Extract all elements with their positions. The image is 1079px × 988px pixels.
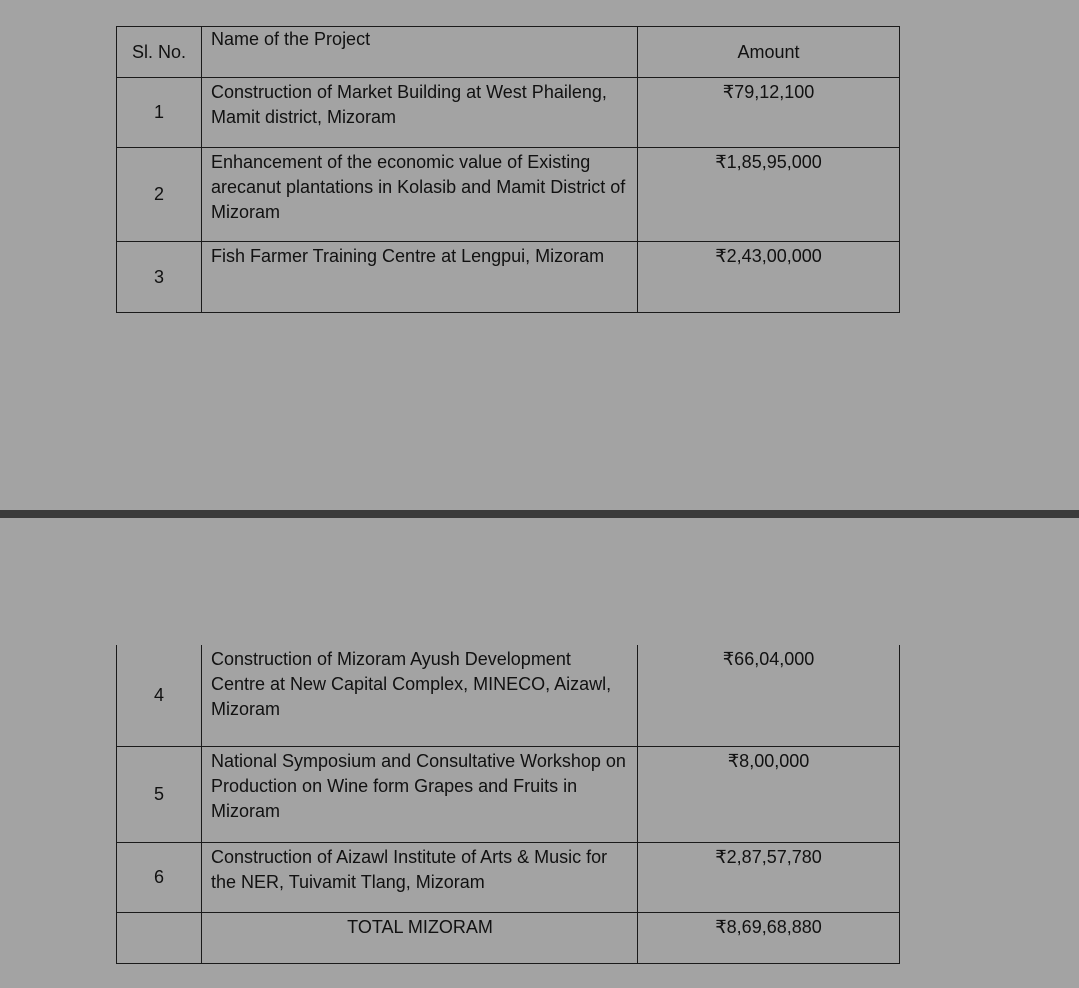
row-project-name: Construction of Market Building at West Phaileng, Mamit district, Mizoram (202, 78, 638, 148)
row-project-name: Enhancement of the economic value of Existing arecanut plantations in Kolasib and Mamit District of Mizoram (202, 148, 638, 242)
row-amount: ₹1,85,95,000 (638, 148, 900, 242)
row-sl-no: 1 (117, 78, 202, 148)
row-amount: ₹2,87,57,780 (638, 842, 900, 912)
total-amount: ₹8,69,68,880 (638, 912, 900, 963)
projects-table-top (116, 26, 900, 313)
header-amount: Amount (638, 27, 900, 78)
projects-table-bottom (116, 645, 900, 964)
page-divider (0, 510, 1079, 518)
header-sl-no: Sl. No. (117, 27, 202, 78)
table-row (117, 78, 900, 148)
row-sl-no: 3 (117, 242, 202, 313)
row-sl-no: 6 (117, 842, 202, 912)
total-sl-empty (117, 912, 202, 963)
table-row (117, 242, 900, 313)
header-project-name: Name of the Project (202, 27, 638, 78)
row-project-name: National Symposium and Consultative Workshop on Production on Wine form Grapes and Fruits in Mizoram (202, 746, 638, 842)
row-project-name: Fish Farmer Training Centre at Lengpui, Mizoram (202, 242, 638, 313)
header-row (117, 27, 900, 78)
table-row (117, 148, 900, 242)
row-project-name: Construction of Aizawl Institute of Arts & Music for the NER, Tuivamit Tlang, Mizoram (202, 842, 638, 912)
row-sl-no: 5 (117, 746, 202, 842)
total-row (117, 912, 900, 963)
row-project-name: Construction of Mizoram Ayush Development Centre at New Capital Complex, MINECO, Aizawl, Mizoram (202, 645, 638, 746)
row-sl-no: 2 (117, 148, 202, 242)
row-sl-no: 4 (117, 645, 202, 746)
row-amount: ₹2,43,00,000 (638, 242, 900, 313)
total-label: TOTAL MIZORAM (202, 912, 638, 963)
row-amount: ₹66,04,000 (638, 645, 900, 746)
table-row (117, 645, 900, 746)
row-amount: ₹79,12,100 (638, 78, 900, 148)
row-amount: ₹8,00,000 (638, 746, 900, 842)
table-row (117, 842, 900, 912)
table-row (117, 746, 900, 842)
